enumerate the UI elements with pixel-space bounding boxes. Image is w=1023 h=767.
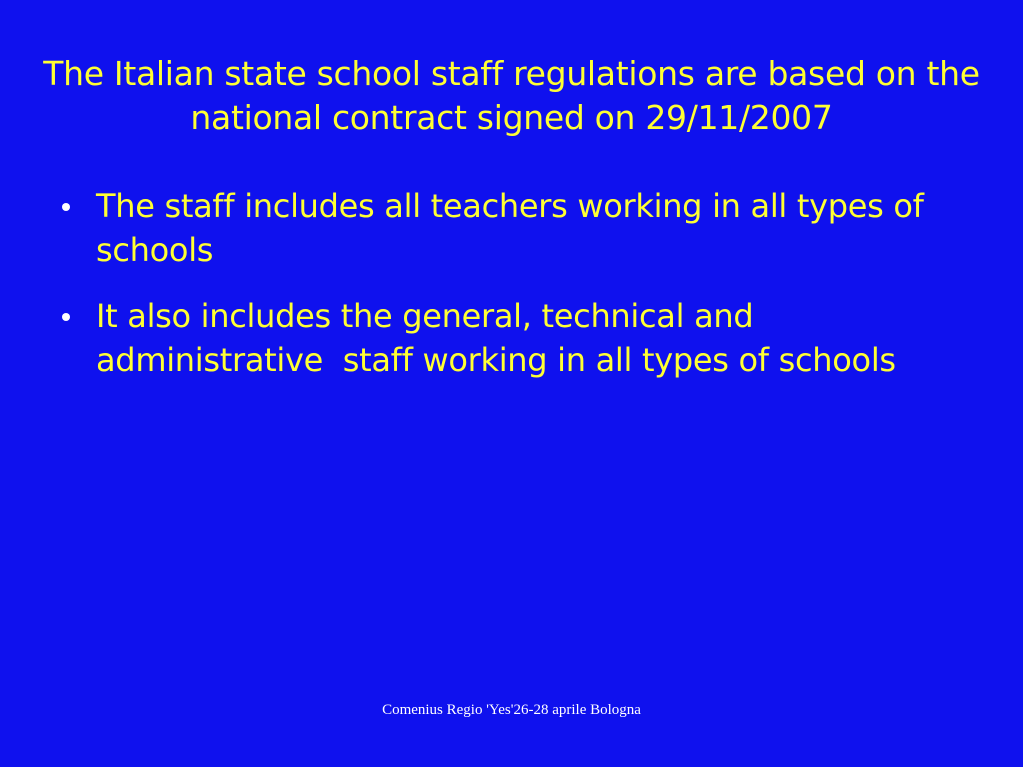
bullet-text: It also includes the general, technical and administrative staff working in all types of schools: [96, 297, 896, 379]
bullet-list: [60, 184, 930, 404]
slide-title: The Italian state school staff regulations are based on the national contract signed on 29/11/2007: [43, 54, 980, 137]
bullet-item: [60, 294, 930, 382]
bullet-dot-icon: [62, 313, 70, 321]
bullet-dot-icon: [62, 203, 70, 211]
slide-footer: Comenius Regio 'Yes'26-28 aprile Bologna: [382, 702, 641, 718]
bullet-text: The staff includes all teachers working in all types of schools: [96, 187, 924, 269]
bullet-item: [60, 184, 930, 272]
